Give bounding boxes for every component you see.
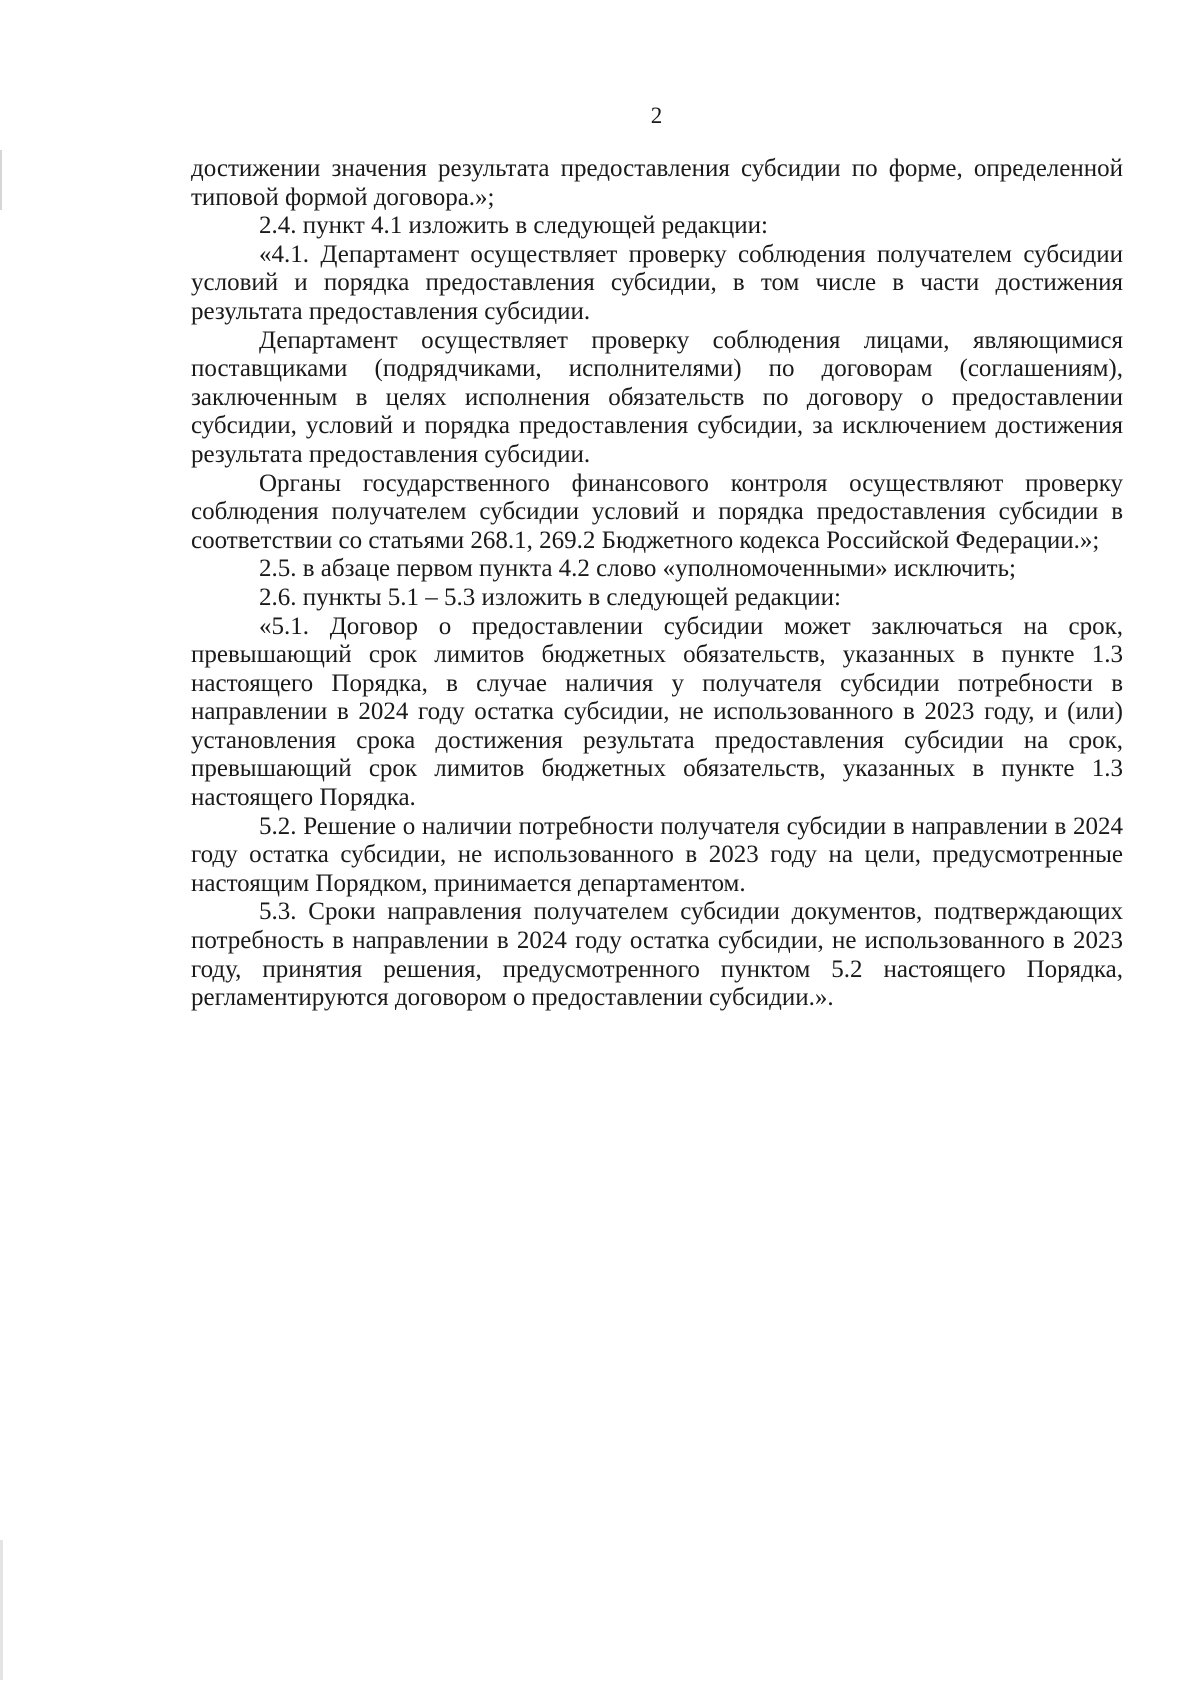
paragraph-2-5: 2.5. в абзаце первом пункта 4.2 слово «уполномоченными» исключить; [259,555,1016,583]
paragraph-contractors-check: Департамент осуществляет проверку соблюдения лицами, являющимися поставщиками (подрядчиками, исполнителями) по договорам (соглашениям), заключенным в целях исполнения обязательств по договору о предоставлении субсидии, условий и порядка предоставления субсидии, за исключением достижения результата предоставления субсидии. [191,326,1123,468]
paragraph-continuation: достижении значения результата предоставления субсидии по форме, определенной типовой формой договора.»; [191,155,1123,211]
paragraph-5-1: «5.1. Договор о предоставлении субсидии может заключаться на срок, превышающий срок лимитов бюджетных обязательств, указанных в пункте 1.3 настоящего Порядка, в случае наличия у получателя субсидии потребности в направлении в 2024 году остатка субсидии, не использованного в 2023 году, и (или) установления срока достижения результата предоставления субсидии на срок, превышающий срок лимитов бюджетных обязательств, указанных в пункте 1.3 настоящего Порядка. [191,612,1123,812]
document-body [191,155,1123,1013]
paragraph-4-1: «4.1. Департамент осуществляет проверку соблюдения получателем субсидии условий и порядка предоставления субсидии, в том числе в части достижения результата предоставления субсидии. [191,240,1123,325]
page-number: 2 [650,103,663,128]
scan-edge-left [0,150,2,210]
paragraph-5-3: 5.3. Сроки направления получателем субсидии документов, подтверждающих потребность в направлении в 2024 году остатка субсидии, не использованного в 2023 году, принятия решения, предусмотренного пунктом 5.2 настоящего Порядка, регламентируются договором о предоставлении субсидии.». [191,898,1123,1012]
paragraph-2-6: 2.6. пункты 5.1 – 5.3 изложить в следующей редакции: [259,583,841,611]
scan-edge-bottom [0,1540,3,1680]
paragraph-financial-control: Органы государственного финансового контроля осуществляют проверку соблюдения получателем субсидии условий и порядка предоставления субсидии в соответствии со статьями 268.1, 269.2 Бюджетного кодекса Российской Федерации.»; [191,469,1123,554]
paragraph-2-4: 2.4. пункт 4.1 изложить в следующей редакции: [259,212,768,240]
paragraph-5-2: 5.2. Решение о наличии потребности получателя субсидии в направлении в 2024 году остатка субсидии, не использованного в 2023 году на цели, предусмотренные настоящим Порядком, принимается департаментом. [191,812,1123,897]
